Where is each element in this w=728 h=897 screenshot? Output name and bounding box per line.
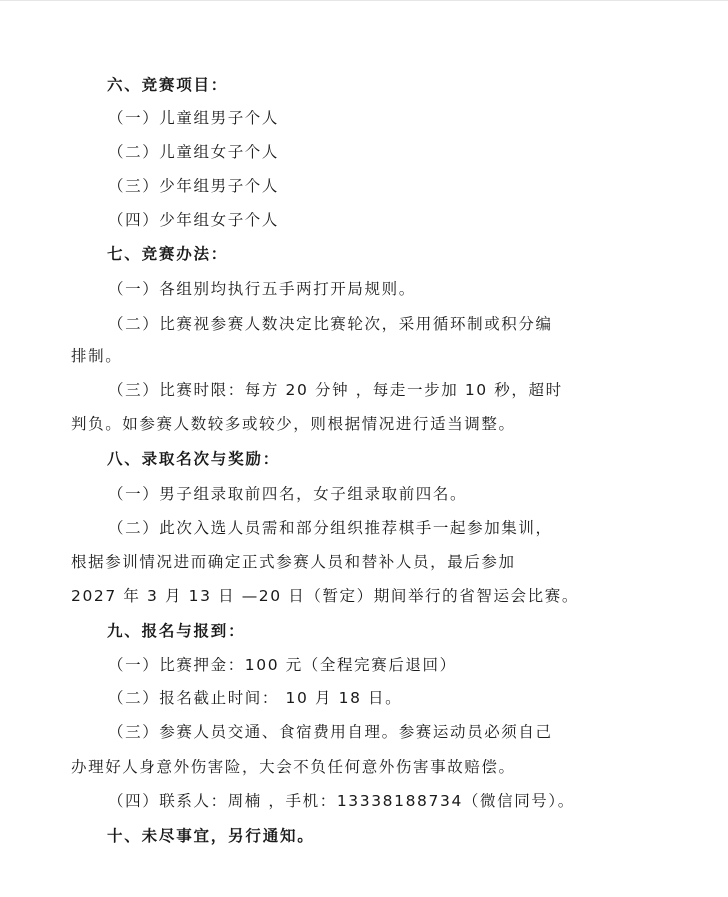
award-item-2: （二）此次入选人员需和部分组织推荐棋手一起参加集训， bbox=[108, 519, 553, 537]
registration-item-2: （二）报名截止时间： 10 月 18 日。 bbox=[108, 689, 403, 707]
registration-item-1: （一）比赛押金：100 元（全程完赛后退回） bbox=[108, 656, 457, 674]
award-item-2-cont-2: 2027 年 3 月 13 日 —20 日（暂定）期间举行的省智运会比赛。 bbox=[71, 587, 579, 605]
award-item-2-cont-1: 根据参训情况进而确定正式参赛人员和替补人员，最后参加 bbox=[71, 553, 516, 571]
rules-item-2-cont: 排制。 bbox=[71, 347, 123, 365]
rules-item-3: （三）比赛时限：每方 20 分钟 ，每走一步加 10 秒，超时 bbox=[108, 381, 563, 399]
section-heading-six: 六、竞赛项目： bbox=[107, 76, 229, 94]
section-heading-eight: 八、录取名次与奖励： bbox=[107, 450, 281, 468]
registration-item-3: （三）参赛人员交通、食宿费用自理。参赛运动员必须自己 bbox=[108, 723, 553, 741]
registration-item-3-cont: 办理好人身意外伤害险，大会不负任何意外伤害事故赔偿。 bbox=[71, 758, 516, 776]
event-item-1: （一）儿童组男子个人 bbox=[108, 109, 280, 127]
rules-item-1: （一）各组别均执行五手两打开局规则。 bbox=[108, 280, 416, 298]
section-heading-seven: 七、竞赛办法： bbox=[107, 245, 229, 263]
event-item-2: （二）儿童组女子个人 bbox=[108, 143, 280, 161]
award-item-1: （一）男子组录取前四名，女子组录取前四名。 bbox=[108, 485, 468, 503]
registration-item-4: （四）联系人：周楠 ，手机：13338188734（微信同号）。 bbox=[108, 792, 575, 810]
event-item-3: （三）少年组男子个人 bbox=[108, 177, 280, 195]
event-item-4: （四）少年组女子个人 bbox=[108, 211, 280, 229]
rules-item-2: （二）比赛视参赛人数决定比赛轮次，采用循环制或积分编 bbox=[108, 315, 553, 333]
section-heading-nine: 九、报名与报到： bbox=[107, 622, 246, 640]
section-heading-ten: 十、未尽事宜，另行通知。 bbox=[107, 827, 315, 845]
top-divider bbox=[0, 0, 728, 1]
rules-item-3-cont: 判负。如参赛人数较多或较少，则根据情况进行适当调整。 bbox=[71, 415, 516, 433]
